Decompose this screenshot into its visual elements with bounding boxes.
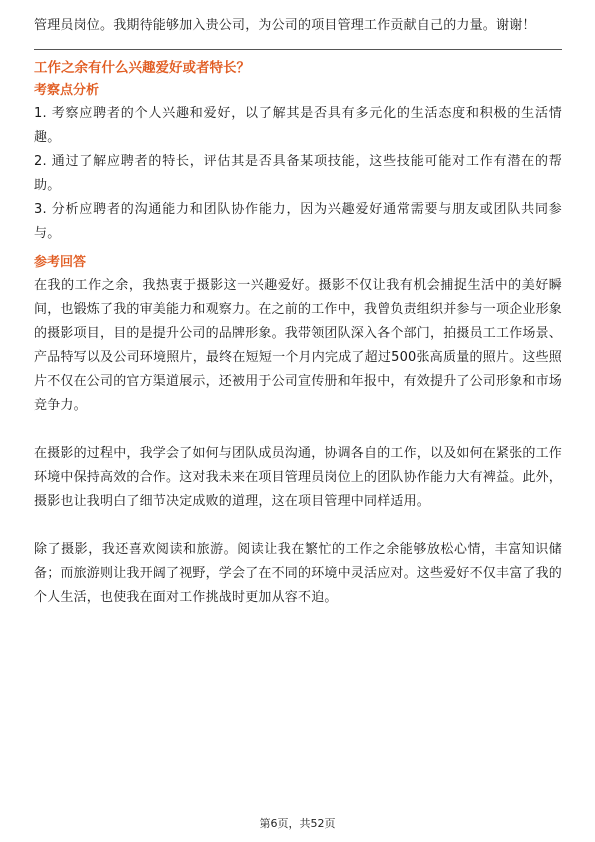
answer-paragraph: 在摄影的过程中，我学会了如何与团队成员沟通，协调各自的工作，以及如何在紧张的工作环境中保持高效的合作。这对我未来在项目管理员岗位上的团队协作能力大有裨益。此外，摄影也让我明白了细节决定成败的道理，这在项目管理中同样适用。 [34, 446, 563, 509]
document-page [34, 14, 562, 610]
page-footer: 第6页，共52页 [259, 817, 336, 830]
analysis-item: 2. 通过了解应聘者的特长，评估其是否具备某项技能，这些技能可能对工作有潜在的帮助。 [34, 154, 562, 193]
analysis-item: 3. 分析应聘者的沟通能力和团队协作能力，因为兴趣爱好通常需要与朋友或团队共同参与。 [34, 202, 562, 241]
answer-label: 参考回答 [34, 255, 87, 270]
analysis-item: 1. 考察应聘者的个人兴趣和爱好，以了解其是否具有多元化的生活态度和积极的生活情趣。 [34, 106, 562, 145]
answer-paragraph: 除了摄影，我还喜欢阅读和旅游。阅读让我在繁忙的工作之余能够放松心情，丰富知识储备；而旅游则让我开阔了视野，学会了在不同的环境中灵活应对。这些爱好不仅丰富了我的个人生活，也使我在面对工作挑战时更加从容不迫。 [34, 542, 563, 605]
spacer [34, 514, 562, 538]
spacer [34, 418, 562, 442]
question-heading: 工作之余有什么兴趣爱好或者特长？ [34, 60, 250, 76]
analysis-label: 考察点分析 [34, 83, 100, 98]
intro-continuation: 管理员岗位。我期待能够加入贵公司，为公司的项目管理工作贡献自己的力量。谢谢！ [34, 18, 536, 33]
section-divider [34, 49, 562, 50]
answer-paragraph: 在我的工作之余，我热衷于摄影这一兴趣爱好。摄影不仅让我有机会捕捉生活中的美好瞬间，也锻炼了我的审美能力和观察力。在之前的工作中，我曾负责组织并参与一项企业形象的摄影项目，目的是提升公司的品牌形象。我带领团队深入各个部门，拍摄员工工作场景、产品特写以及公司环境照片，最终在短短一个月内完成了超过500张高质量的照片。这些照片不仅在公司的官方渠道展示，还被用于公司宣传册和年报中，有效提升了公司形象和市场竞争力。 [34, 278, 563, 413]
